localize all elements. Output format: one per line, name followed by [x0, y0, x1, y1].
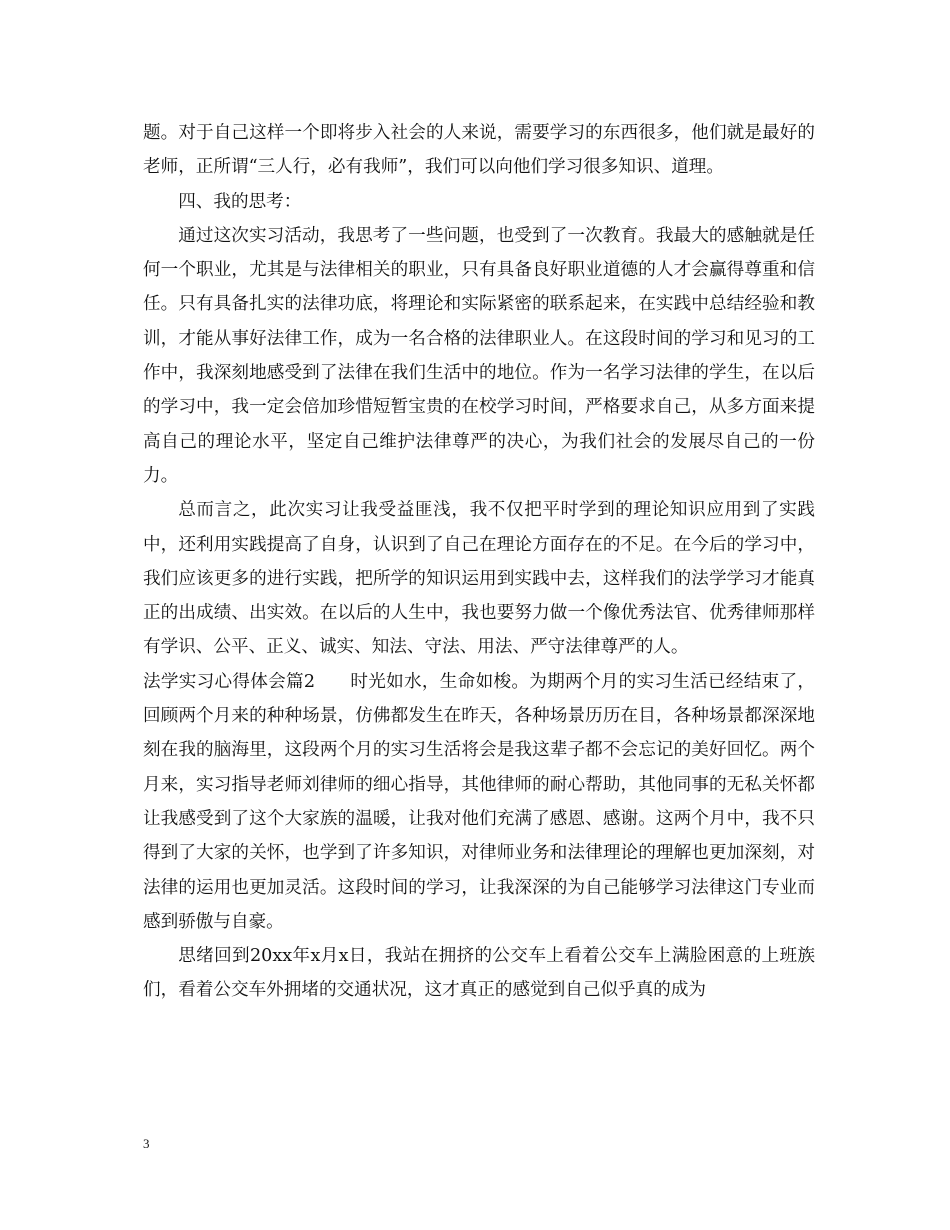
paragraph-recollection: 思绪回到20xx年x月x日，我站在拥挤的公交车上看着公交车上满脸困意的上班族们，看着公交车外拥堵的交通状况，这才真正的感觉到自己似乎真的成为 [143, 946, 815, 1001]
paragraph-continuation: 题。对于自己这样一个即将步入社会的人来说，需要学习的东西很多，他们就是最好的老师，正所谓“三人行，必有我师”，我们可以向他们学习很多知识、道理。 [143, 123, 815, 178]
section-heading-thoughts: 四、我的思考： [178, 191, 302, 212]
document-body [143, 116, 815, 1008]
paragraph-thoughts: 通过这次实习活动，我思考了一些问题，也受到了一次教育。我最大的感触就是任何一个职业，尤其是与法律相关的职业，只有具备良好职业道德的人才会赢得尊重和信任。只有具备扎实的法律功底，将理论和实际紧密的联系起来，在实践中总结经验和教训，才能从事好法律工作，成为一名合格的法律职业人。在这段时间的学习和见习的工作中，我深刻地感受到了法律在我们生活中的地位。作为一名学习法律的学生，在以后的学习中，我一定会倍加珍惜短暂宝贵的在校学习时间，严格要求自己，从多方面来提高自己的理论水平，坚定自己维护法律尊严的决心，为我们社会的发展尽自己的一份力。 [143, 225, 815, 486]
article-2-heading: 法学实习心得体会篇2 [143, 671, 316, 692]
article-2-text: 时光如水，生命如梭。为期两个月的实习生活已经结束了，回顾两个月来的种种场景，仿佛都发生在昨天，各种场景历历在目，各种场景都深深地刻在我的脑海里，这段两个月的实习生活将会是我这辈子都不会忘记的美好回忆。两个月来，实习指导老师刘律师的细心指导，其他律师的耐心帮助，其他同事的无私关怀都让我感受到了这个大家族的温暖，让我对他们充满了感恩、感谢。这两个月中，我不只得到了大家的关怀，也学到了许多知识，对律师业务和法律理论的理解也更加深刻，对法律的运用也更加灵活。这段时间的学习，让我深深的为自己能够学习法律这门专业而感到骄傲与自豪。 [143, 671, 815, 932]
paragraph-article-2 [143, 665, 815, 939]
page-number: 3 [143, 1136, 150, 1151]
paragraph-summary: 总而言之，此次实习让我受益匪浅，我不仅把平时学到的理论知识应用到了实践中，还利用实践提高了自身，认识到了自己在理论方面存在的不足。在今后的学习中，我们应该更多的进行实践，把所学的知识运用到实践中去，这样我们的法学学习才能真正的出成绩、出实效。在以后的人生中，我也要努力做一个像优秀法官、优秀律师那样有学识、公平、正义、诚实、知法、守法、用法、严守法律尊严的人。 [143, 500, 815, 658]
